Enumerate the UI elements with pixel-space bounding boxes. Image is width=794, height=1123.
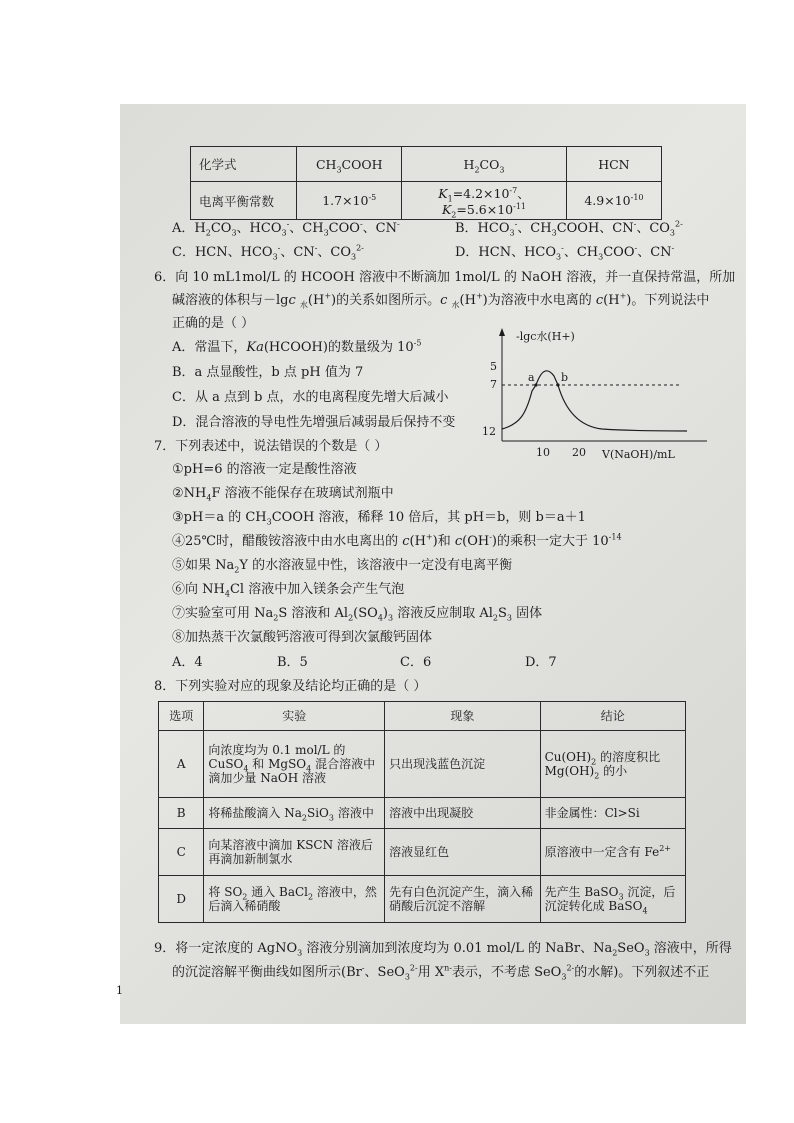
table-header-cell: HCN bbox=[566, 147, 661, 182]
table-cell: B bbox=[159, 798, 204, 829]
y-tick-label: 5 bbox=[490, 360, 497, 373]
table-cell: C bbox=[159, 829, 204, 876]
q7-item: ①pH=6 的溶液一定是酸性溶液 bbox=[172, 462, 357, 477]
table-cell: $4.9\times 10^{-10}$ bbox=[566, 182, 661, 220]
y-axis-arrow bbox=[499, 328, 505, 336]
table-header-cell: $H_2CO_3$ bbox=[402, 147, 567, 182]
point-b-label: b bbox=[561, 371, 569, 384]
q7-option-c: C．6 bbox=[400, 655, 432, 670]
table-cell: 溶液中出现凝胶 bbox=[385, 798, 540, 829]
y-tick-label: 7 bbox=[490, 378, 497, 391]
q7-item: ⑥向 $NH_4Cl$ 溶液中加入镁条会产生气泡 bbox=[172, 582, 405, 599]
table-cell: A bbox=[159, 731, 204, 798]
q6-stem-line2: 碱溶液的体积与－lgc $_水$(H+)的关系如图所示。c $_水$(H+)为溶液中水电离的 c(H+)。下列说法中 bbox=[172, 291, 710, 310]
table-cell: 只出现浅蓝色沉淀 bbox=[385, 731, 540, 798]
y-axis-label: -lgc水(H+) bbox=[516, 330, 575, 343]
table-header-row bbox=[191, 147, 662, 182]
table-header-cell: 现象 bbox=[385, 702, 540, 731]
q5-option-c: C．HCN、$HCO_3^-$、CN-、$CO_3^{2-}$ bbox=[172, 243, 364, 262]
table-header-cell: 化学式 bbox=[191, 147, 297, 182]
page-number: 1 bbox=[116, 984, 123, 997]
experiment-table bbox=[158, 701, 686, 923]
table-cell: 将稀盐酸滴入 $Na_2SiO_3$ 溶液中 bbox=[204, 798, 385, 829]
x-axis-label: V(NaOH)/mL bbox=[602, 448, 675, 461]
q7-option-d: D．7 bbox=[525, 655, 557, 670]
table-cell: 向浓度均为 0.1 mol/L 的 CuSO$_4$ 和 MgSO$_4$ 混合溶液中滴加少量 NaOH 溶液 bbox=[204, 731, 385, 798]
q6-option-c: C．从 a 点到 b 点，水的电离程度先增大后减小 bbox=[172, 390, 449, 405]
point-a-label: a bbox=[528, 371, 535, 384]
q5-option-b: B．$HCO_3^-$、$CH_3COOH$、CN-、$CO_3^{2-}$ bbox=[455, 219, 683, 238]
q5-option-a: A．$H_2CO_3$、$HCO_3^-$、$CH_3COO^-$、CN- bbox=[172, 219, 400, 238]
table-cell: 溶液显红色 bbox=[385, 829, 540, 876]
titration-figure bbox=[482, 326, 722, 466]
table-cell: 向某溶液中滴加 KSCN 溶液后再滴加新制氯水 bbox=[204, 829, 385, 876]
q7-item: ⑦实验室可用 $Na_2S$ 溶液和 $Al_2(SO_4)_3$ 溶液反应制取 $Al_2S_3$ 固体 bbox=[172, 606, 543, 623]
ionization-constant-table bbox=[190, 146, 662, 220]
q7-item: ④25℃时，醋酸铵溶液中由水电离出的 c(H+)和 c(OH-)的乘积一定大于 $10^{-14}$ bbox=[172, 532, 622, 549]
table-cell: $Cu(OH)_2$ 的溶度积比 $Mg(OH)_2$ 的小 bbox=[540, 731, 685, 798]
point-b-marker bbox=[556, 383, 559, 386]
q9-stem-line2: 的沉淀溶解平衡曲线如图所示(Br-、SeO$_3^{2-}$用 $X^{n-}$表示，不考虑 SeO$_3^{2-}$的水解)。下列叙述不正 bbox=[172, 963, 710, 982]
q7-item: ⑤如果 $Na_2Y$ 的水溶液显中性，该溶液中一定没有电离平衡 bbox=[172, 558, 513, 575]
q5-option-d: D．HCN、$HCO_3^-$、$CH_3COO^-$、CN- bbox=[455, 243, 675, 262]
y-tick-label: 12 bbox=[482, 425, 496, 438]
table-row bbox=[159, 731, 686, 798]
table-header-cell: 结论 bbox=[540, 702, 685, 731]
table-cell: 将 $SO_2$ 通入 BaCl$_2$ 溶液中，然后滴入稀硝酸 bbox=[204, 876, 385, 923]
q9-stem-line1: 9．将一定浓度的 AgNO$_3$ 溶液分别滴加到浓度均为 0.01 mol/L 的 NaBr、$Na_2SeO_3$ 溶液中，所得 bbox=[154, 941, 732, 958]
table-cell: 先有白色沉淀产生，滴入稀硝酸后沉淀不溶解 bbox=[385, 876, 540, 923]
table-header-cell: 选项 bbox=[159, 702, 204, 731]
x-tick-label: 10 bbox=[536, 446, 550, 459]
table-header-cell: 实验 bbox=[204, 702, 385, 731]
table-cell: D bbox=[159, 876, 204, 923]
q7-option-b: B．5 bbox=[277, 655, 308, 670]
table-row bbox=[159, 876, 686, 923]
q6-option-a: A．常温下，Ka(HCOOH)的数量级为 $10^{-5}$ bbox=[172, 338, 422, 355]
table-cell: 非金属性：Cl>Si bbox=[540, 798, 685, 829]
q7-item: ⑧加热蒸干次氯酸钙溶液可得到次氯酸钙固体 bbox=[172, 630, 433, 645]
table-row bbox=[159, 798, 686, 829]
table-row bbox=[159, 829, 686, 876]
table-header-row bbox=[159, 702, 686, 731]
table-cell: $1.7\times 10^{-5}$ bbox=[297, 182, 402, 220]
table-header-cell: $CH_3COOH$ bbox=[297, 147, 402, 182]
table-cell: 先产生 BaSO$_3$ 沉淀，后沉淀转化成 BaSO$_4$ bbox=[540, 876, 685, 923]
point-a-marker bbox=[534, 383, 537, 386]
q7-item: $②NH_4F$ 溶液不能保存在玻璃试剂瓶中 bbox=[172, 486, 394, 503]
table-row-label: 电离平衡常数 bbox=[191, 182, 297, 220]
q6-stem-line3: 正确的是（ ） bbox=[172, 316, 255, 331]
q7-item: ③pH＝a 的 $CH_3COOH$ 溶液，稀释 10 倍后，其 pH＝b，则 b＝a＋1 bbox=[172, 510, 586, 527]
table-cell: 原溶液中一定含有 $Fe^{2+}$ bbox=[540, 829, 685, 876]
table-row bbox=[191, 182, 662, 220]
table-cell: $K_1=4.2\times 10^{-7}$、$K_2=5.6\times 10^{-11}$ bbox=[402, 182, 567, 220]
q6-option-d: D．混合溶液的导电性先增强后减弱最后保持不变 bbox=[172, 415, 456, 430]
x-tick-label: 20 bbox=[572, 446, 586, 459]
exam-paper-photo bbox=[120, 104, 746, 1024]
q8-stem: 8．下列实验对应的现象及结论均正确的是（ ） bbox=[154, 679, 427, 694]
q7-option-a: A．4 bbox=[172, 655, 203, 670]
q6-option-b: B．a 点显酸性，b 点 pH 值为 7 bbox=[172, 365, 364, 380]
q6-stem-line1: 6．向 10 mL1mol/L 的 HCOOH 溶液中不断滴加 1mol/L 的 NaOH 溶液，并一直保持常温，所加 bbox=[154, 270, 736, 285]
q7-stem: 7．下列表述中，说法错误的个数是（ ） bbox=[154, 439, 388, 454]
